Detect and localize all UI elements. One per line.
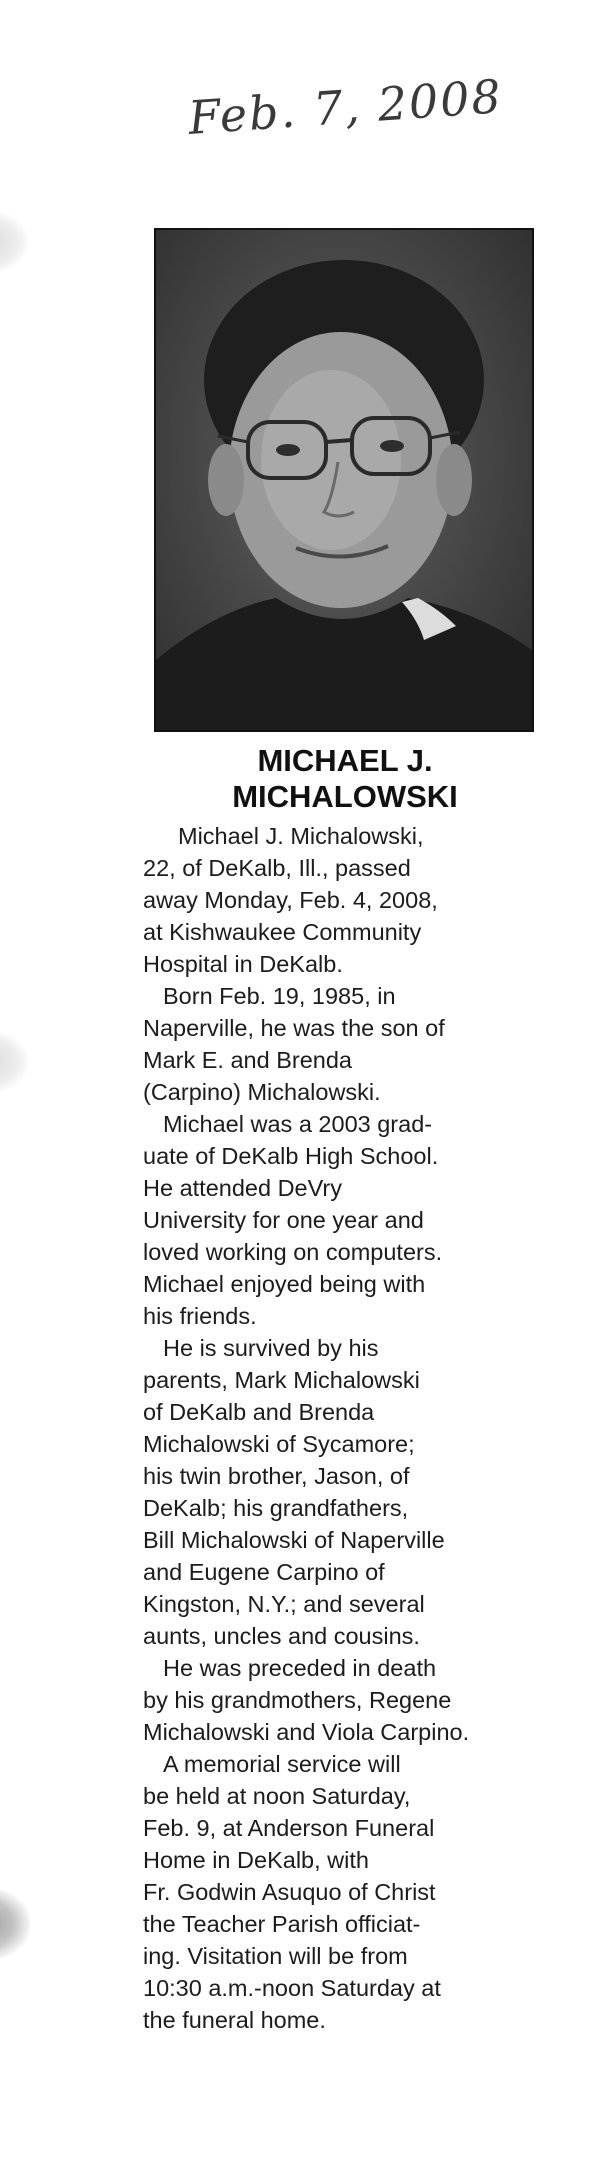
body-line: Naperville, he was the son of bbox=[143, 1015, 445, 1041]
body-line: 10:30 a.m.-noon Saturday at bbox=[143, 1975, 441, 2001]
body-line: ing. Visitation will be from bbox=[143, 1943, 408, 1969]
body-line: Bill Michalowski of Naperville bbox=[143, 1527, 445, 1553]
body-line: Kingston, N.Y.; and several bbox=[143, 1591, 425, 1617]
body-line: parents, Mark Michalowski bbox=[143, 1367, 420, 1393]
scan-edge-shadow bbox=[0, 1030, 28, 1094]
body-line: the funeral home. bbox=[143, 2007, 326, 2033]
body-line: He was preceded in death bbox=[163, 1655, 437, 1681]
body-line: He attended DeVry bbox=[143, 1175, 342, 1201]
body-line: loved working on computers. bbox=[143, 1239, 443, 1265]
body-line: Home in DeKalb, with bbox=[143, 1847, 369, 1873]
body-line: University for one year and bbox=[143, 1207, 424, 1233]
scan-edge-shadow bbox=[0, 210, 28, 274]
body-line: his friends. bbox=[143, 1303, 257, 1329]
body-line: Mark E. and Brenda bbox=[143, 1047, 352, 1073]
body-line: Michalowski of Sycamore; bbox=[143, 1431, 415, 1457]
body-line: 22, of DeKalb, Ill., passed bbox=[143, 855, 411, 881]
body-line: his twin brother, Jason, of bbox=[143, 1463, 410, 1489]
body-line: be held at noon Saturday, bbox=[143, 1783, 411, 1809]
portrait-photo bbox=[154, 228, 534, 732]
body-line: Michalowski and Viola Carpino. bbox=[143, 1719, 470, 1745]
body-line: at Kishwaukee Community bbox=[143, 919, 422, 945]
handwritten-date: Feb. 7, 2008 bbox=[186, 69, 505, 145]
body-line: away Monday, Feb. 4, 2008, bbox=[143, 887, 438, 913]
headline-line: MICHAEL J. bbox=[257, 743, 433, 778]
body-line: the Teacher Parish officiat- bbox=[143, 1911, 421, 1937]
body-line: He is survived by his bbox=[163, 1335, 379, 1361]
body-line: uate of DeKalb High School. bbox=[143, 1143, 439, 1169]
body-line: Born Feb. 19, 1985, in bbox=[163, 983, 396, 1009]
body-line: of DeKalb and Brenda bbox=[143, 1399, 375, 1425]
body-line: Hospital in DeKalb. bbox=[143, 951, 343, 977]
body-line: Michael enjoyed being with bbox=[143, 1271, 426, 1297]
body-line: aunts, uncles and cousins. bbox=[143, 1623, 420, 1649]
headline-line: MICHALOWSKI bbox=[232, 779, 458, 814]
portrait-illustration bbox=[156, 230, 532, 730]
body-line: Michael J. Michalowski, bbox=[178, 823, 424, 849]
scan-edge-shadow bbox=[0, 1888, 30, 1960]
body-line: A memorial service will bbox=[163, 1751, 401, 1777]
body-line: Michael was a 2003 grad- bbox=[163, 1111, 433, 1137]
body-line: DeKalb; his grandfathers, bbox=[143, 1495, 409, 1521]
body-line: (Carpino) Michalowski. bbox=[143, 1079, 381, 1105]
body-line: Fr. Godwin Asuquo of Christ bbox=[143, 1879, 436, 1905]
body-line: Feb. 9, at Anderson Funeral bbox=[143, 1815, 435, 1841]
body-line: and Eugene Carpino of bbox=[143, 1559, 385, 1585]
body-line: by his grandmothers, Regene bbox=[143, 1687, 452, 1713]
